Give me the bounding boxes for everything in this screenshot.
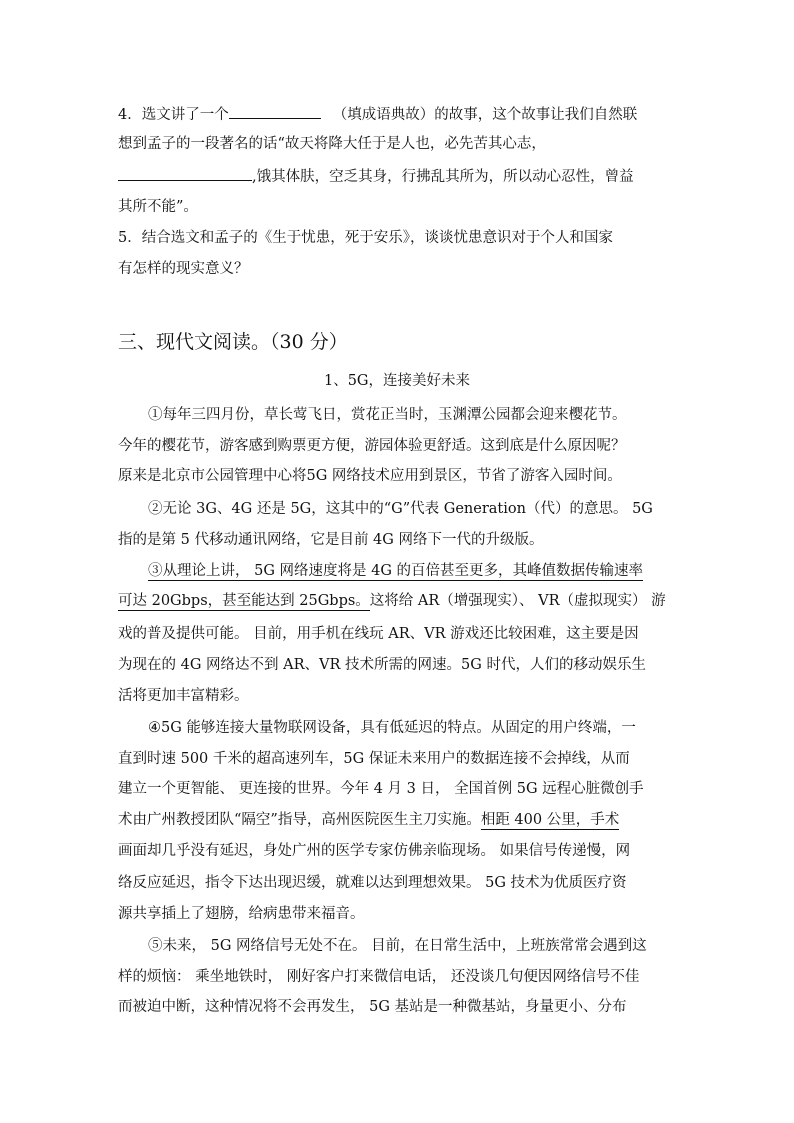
paragraph-4-line-1: ④5G 能够连接大量物联网设备，具有低延迟的特点。从固定的用户终端，一 — [148, 720, 636, 736]
question-4-text-c: ,饿其体肤，空乏其身，行拂乱其所为，所以动心忍性，曾益 — [252, 169, 634, 185]
question-4-line-2: 想到孟子的一段著名的话“故天将降大任于是人也，必先苦其心志， — [118, 136, 546, 152]
paragraph-1-line-2: 今年的樱花节，游客感到购票更方便，游园体验更舒适。这到底是什么原因呢？ — [118, 438, 626, 454]
paragraph-5-line-2: 样的烦恼： 乘坐地铁时， 刚好客户打来微信电话， 还没谈几句便因网络信号不佳 — [118, 969, 640, 985]
paragraph-1-line-3: 原来是北京市公园管理中心将5G 网络技术应用到景区，节省了游客入园时间。 — [118, 468, 622, 484]
question-5-line-2: 有怎样的现实意义？ — [118, 261, 249, 277]
section-heading: 三、现代文阅读。（30 分） — [118, 331, 348, 353]
paragraph-3-line-4: 为现在的 4G 网络达不到 AR、VR 技术所需的网速。5G 时代，人们的移动娱乐生 — [118, 657, 646, 673]
question-5-line-1: 5．结合选文和孟子的《生于忧患，死于安乐》，谈谈忧患意识对于个人和国家 — [118, 230, 613, 246]
paragraph-3-line-3: 戏的普及提供可能。 目前，用手机在线玩 AR、VR 游戏还比较困难，这主要是因 — [118, 626, 639, 642]
paragraph-3-line-2 — [118, 591, 666, 611]
paragraph-5-line-3: 而被迫中断，这种情况将不会再发生， 5G 基站是一种微基站，身量更小、分布 — [118, 999, 627, 1015]
question-4-line-4: 其所不能”。 — [118, 199, 198, 215]
underlined-phrase-distance: 相距 400 公里，手术 — [480, 812, 620, 828]
paragraph-2-line-2: 指的是第 5 代移动通讯网络，它是目前 4G 网络下一代的升级版。 — [118, 532, 544, 548]
paragraph-5-line-1: ⑤未来， 5G 网络信号无处不在。 目前，在日常生活中，上班族常常会遇到这 — [148, 938, 647, 954]
question-4-text-b: （填成语典故）的故事，这个故事让我们自然联 — [332, 107, 638, 123]
paragraph-1-line-1: ①每年三四月份，草长莺飞日，赏花正当时，玉渊潭公园都会迎来樱花节。 — [148, 407, 627, 423]
paragraph-4-line-5: 画面却几乎没有延迟，身处广州的医学专家仿佛亲临现场。 如果信号传递慢，网 — [118, 843, 631, 859]
paragraph-2-line-1: ②无论 3G、4G 还是 5G，这其中的“G”代表 Generation（代）的意思。 5G — [148, 501, 653, 517]
question-4-line-1 — [118, 103, 637, 125]
paragraph-4-line-4 — [118, 810, 619, 830]
question-4-text-a: 4．选文讲了一个 — [118, 107, 229, 123]
article-title: 1、5G，连接美好未来 — [323, 373, 471, 389]
paragraph-3-line-5: 活将更加丰富精彩。 — [118, 688, 249, 704]
question-4-line-3 — [118, 165, 634, 187]
paragraph-4-line-6: 络反应延迟，指令下达出现迟缓，就难以达到理想效果。 5G 技术为优质医疗资 — [118, 875, 627, 891]
underlined-phrase-speed: ③从理论上讲， 5G 网络速度将是 4G 的百倍甚至更多，其峰值数据传输速率 — [148, 563, 644, 579]
paragraph-4-line-7: 源共享插上了翅膀，给病患带来福音。 — [118, 906, 365, 922]
paragraph-4-line-3: 建立一个更智能、 更连接的世界。今年 4 月 3 日， 全国首例 5G 远程心脏微创手 — [118, 781, 644, 797]
paragraph-4-line-2: 直到时速 500 千米的超高速列车，5G 保证未来用户的数据连接不会掉线，从而 — [118, 751, 630, 767]
underlined-phrase-rate: 可达 20Gbps，甚至能达到 25Gbps。 — [118, 593, 370, 609]
paragraph-4-text: 术由广州教授团队“隔空”指导，高州医院医生主刀实施。 — [118, 812, 481, 828]
answer-blank-quote — [118, 165, 252, 181]
answer-blank-idiom — [229, 103, 321, 119]
paragraph-3-text: 这将给 AR（增强现实）、 VR（虚拟现实） 游 — [369, 593, 666, 609]
paragraph-3-line-1 — [148, 561, 643, 581]
